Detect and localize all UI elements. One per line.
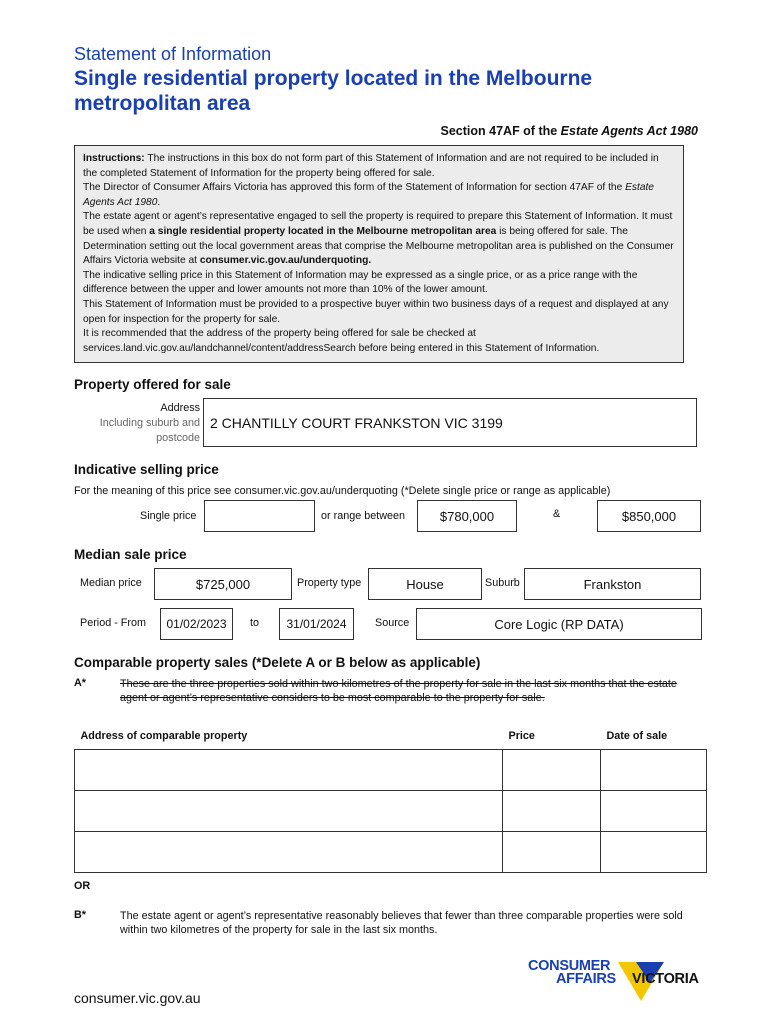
form-pretitle: Statement of Information [74, 44, 272, 64]
property-heading: Property offered for sale [74, 377, 231, 392]
table-header-row [75, 727, 707, 750]
section-ref-act: Estate Agents Act 1980 [560, 124, 698, 138]
comparable-date-1[interactable] [601, 750, 707, 791]
range-low-field[interactable]: $780,000 [417, 500, 517, 532]
logo-line1: CONSUMER [528, 958, 611, 974]
instructions-heading: Instructions: [83, 153, 145, 164]
option-a-text: These are the three properties sold within two kilometres of the property for sale in the last six months that the estate agent or agent’s representative considers to be most comparable to the property for sale. [120, 678, 677, 704]
indicative-note: For the meaning of this price see consumer.vic.gov.au/underquoting (*Delete single price or range as applicable) [74, 485, 611, 497]
suburb-label: Suburb [485, 577, 520, 589]
period-from-field[interactable]: 01/02/2023 [160, 608, 233, 640]
address-label-line2: Including suburb and [99, 417, 200, 429]
table-row [75, 791, 707, 832]
median-price-field[interactable]: $725,000 [154, 568, 292, 600]
instructions-p2-end: . [157, 196, 161, 208]
instructions-p3-text: The estate agent or agent’s representative engaged to sell the property is required to prepare this Statement of Information. It must be used when [83, 211, 673, 237]
logo-line3: VICTORIA [632, 971, 699, 987]
comparable-address-3[interactable] [75, 832, 503, 873]
range-high-field[interactable]: $850,000 [597, 500, 701, 532]
property-type-field[interactable]: House [368, 568, 482, 600]
col-price: Price [508, 730, 535, 742]
option-b-text: The estate agent or agent’s representative reasonably believes that fewer than three comparable properties were sold within two kilometres of the property for sale in the last six months. [120, 910, 683, 936]
comparable-heading: Comparable property sales (*Delete A or B below as applicable) [74, 655, 481, 670]
table-row [75, 750, 707, 791]
instructions-act-name: Estate Agents Act 1980 [83, 182, 654, 208]
instructions-p5: This Statement of Information must be provided to a prospective buyer within two business days of a request and displayed at any open for inspection for the property for sale. [83, 298, 669, 325]
footer-url[interactable]: consumer.vic.gov.au [74, 990, 201, 1006]
page-title: Single residential property located in the Melbourne metropolitan area [74, 67, 593, 115]
instructions-p4: The indicative selling price in this Statement of Information may be expressed as a single price, or as a price range with the difference between the upper and lower amounts not more than 10% of the lower amount. [83, 269, 638, 296]
period-from-label: Period - From [80, 617, 146, 629]
option-b-label: B* [74, 909, 86, 921]
or-label: OR [74, 880, 91, 892]
property-type-label: Property type [297, 577, 362, 589]
address-label [74, 401, 200, 446]
comparable-address-2[interactable] [75, 791, 503, 832]
comparable-date-2[interactable] [601, 791, 707, 832]
underquoting-link[interactable]: consumer.vic.gov.au/underquoting. [199, 255, 372, 267]
section-reference [441, 124, 698, 138]
instructions-p2-text: The Director of Consumer Affairs Victoria has approved this form of the Statement of Information for section 47AF of the [83, 182, 626, 194]
instructions-p6: It is recommended that the address of the property being offered for sale be checked at services.land.vic.gov.au/landchannel/content/addressSearch before being entered in this Statement of Information. [83, 328, 600, 354]
range-label: or range between [321, 510, 406, 522]
col-date: Date of sale [606, 730, 668, 742]
property-address-field[interactable]: 2 CHANTILLY COURT FRANKSTON VIC 3199 [203, 398, 697, 447]
range-ampersand: & [553, 508, 561, 520]
source-label: Source [375, 617, 410, 629]
instructions-p1 [83, 152, 675, 181]
instructions-p2 [83, 181, 675, 210]
instructions-p3 [83, 210, 675, 268]
comparable-price-3[interactable] [503, 832, 601, 873]
instructions-p1-text: The instructions in this box do not form part of this Statement of Information and are not required to be included in the completed Statement of Information for the property being offered for sale. [83, 153, 659, 179]
instructions-p3-bold: a single residential property located in the Melbourne metropolitan area [149, 225, 497, 237]
single-price-field[interactable] [204, 500, 315, 532]
logo-line2: AFFAIRS [556, 971, 616, 987]
median-price-label: Median price [80, 577, 142, 589]
instructions-p3-text2: is being offered for sale. The Determination setting out the local government areas that comprise the Melbourne metropolitan area is published on the Consumer Affairs Victoria website at [83, 225, 674, 267]
address-label-line1: Address [160, 402, 200, 414]
consumer-affairs-victoria-logo [528, 959, 708, 1011]
col-address: Address of comparable property [80, 730, 248, 742]
comparable-date-3[interactable] [601, 832, 707, 873]
table-row [75, 832, 707, 873]
source-field[interactable]: Core Logic (RP DATA) [416, 608, 702, 640]
instructions-box [74, 145, 684, 363]
comparable-price-1[interactable] [503, 750, 601, 791]
median-heading: Median sale price [74, 547, 187, 562]
section-ref-prefix: Section 47AF of the [440, 124, 561, 138]
indicative-heading: Indicative selling price [74, 462, 219, 477]
period-to-label: to [250, 617, 260, 629]
suburb-field[interactable]: Frankston [524, 568, 701, 600]
comparable-address-1[interactable] [75, 750, 503, 791]
single-price-label: Single price [140, 510, 197, 522]
option-a-label: A* [74, 677, 86, 689]
address-label-line3: postcode [156, 432, 200, 444]
comparable-table [74, 727, 707, 873]
comparable-price-2[interactable] [503, 791, 601, 832]
period-to-field[interactable]: 31/01/2024 [279, 608, 354, 640]
